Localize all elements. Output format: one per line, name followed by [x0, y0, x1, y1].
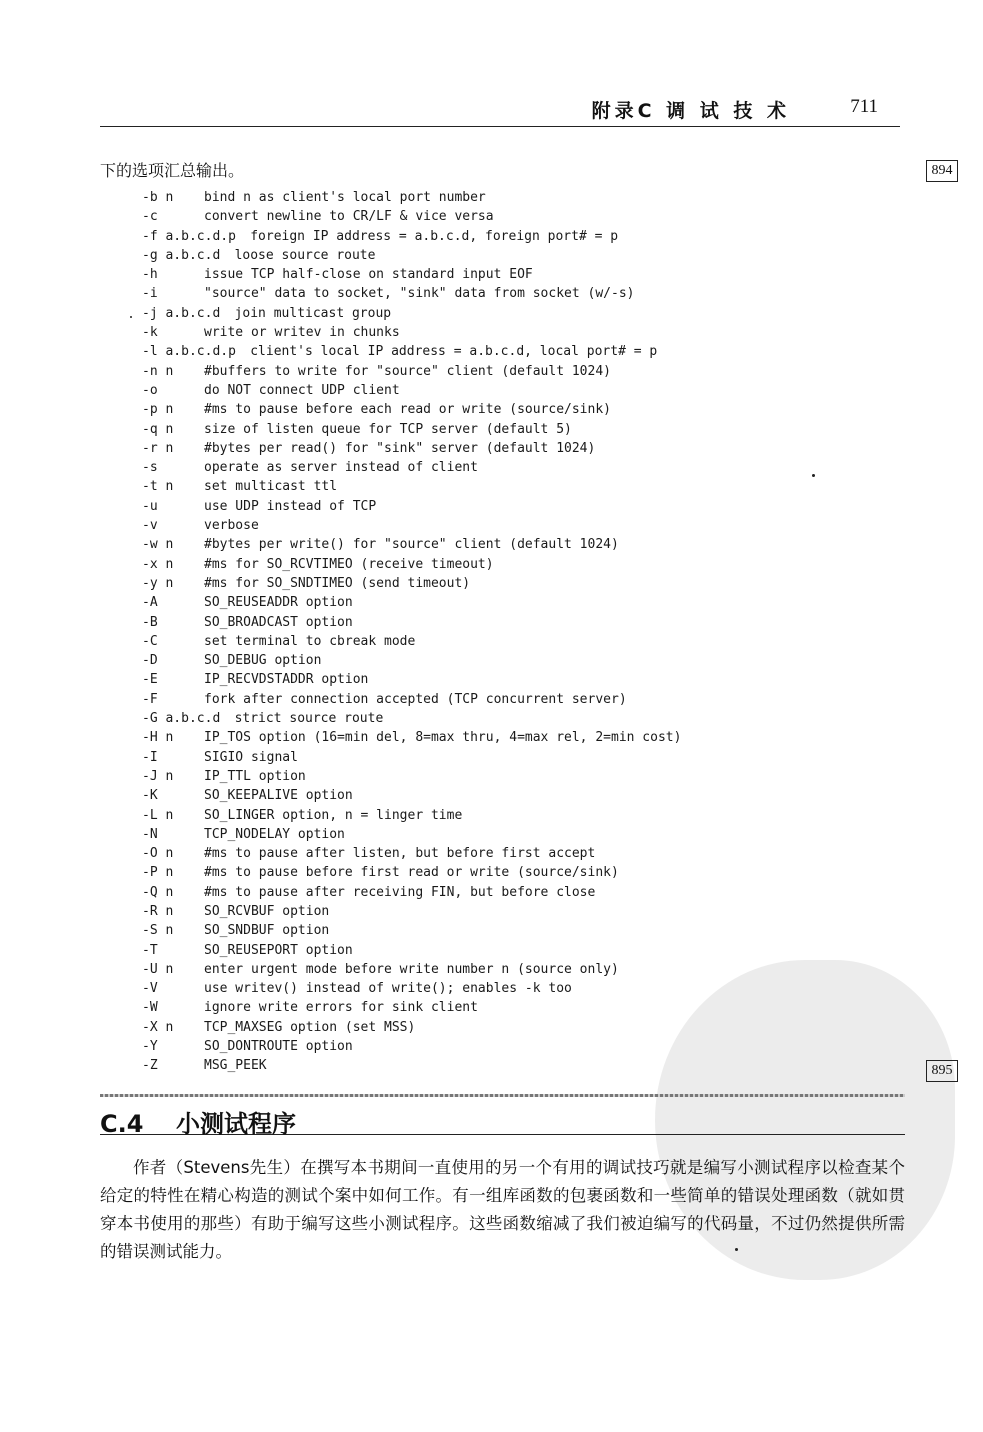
option-flag: -N	[142, 826, 158, 842]
option-description: write or writev in chunks	[204, 325, 400, 341]
option-row	[142, 960, 681, 979]
option-row	[142, 786, 681, 805]
option-row	[142, 1018, 681, 1037]
option-row	[142, 246, 681, 265]
option-row	[142, 748, 681, 767]
option-flag: -I	[142, 749, 158, 765]
option-row	[142, 304, 681, 323]
option-description: SO_DONTROUTE option	[204, 1039, 353, 1055]
option-flag: -v	[142, 518, 158, 534]
option-description: TCP_NODELAY option	[204, 826, 345, 842]
option-flag: -f a.b.c.d.p	[142, 228, 236, 244]
option-flag: -V	[142, 981, 158, 997]
option-flag: -J n	[142, 768, 174, 784]
section-number: C.4	[100, 1110, 144, 1138]
option-description: verbose	[204, 518, 259, 534]
option-description: #ms to pause after listen, but before first accept	[204, 846, 596, 862]
option-flag: -o	[142, 382, 158, 398]
option-description: use UDP instead of TCP	[204, 498, 377, 514]
option-row	[142, 651, 681, 670]
option-description: #ms for SO_SNDTIMEO (send timeout)	[204, 575, 471, 591]
option-row	[142, 690, 681, 709]
option-description: size of listen queue for TCP server (default 5)	[204, 421, 572, 437]
option-flag: -Q n	[142, 884, 174, 900]
margin-page-ref-top: 894	[926, 160, 958, 182]
option-row	[142, 883, 681, 902]
option-row	[142, 979, 681, 998]
option-flag: -l a.b.c.d.p	[142, 344, 236, 360]
option-description: SO_BROADCAST option	[204, 614, 353, 630]
option-description: use writev() instead of write(); enables -k too	[204, 981, 572, 997]
option-description: SO_RCVBUF option	[204, 903, 330, 919]
option-description: IP_TOS option (16=min del, 8=max thru, 4=max rel, 2=min cost)	[204, 730, 682, 746]
option-description: convert newline to CR/LF & vice versa	[204, 209, 494, 225]
option-flag: -W	[142, 1000, 158, 1016]
option-row	[142, 767, 681, 786]
option-flag: -n n	[142, 363, 174, 379]
page-number: 711	[850, 96, 878, 117]
scan-speck	[735, 1248, 738, 1251]
divider	[100, 1094, 905, 1097]
option-row	[142, 381, 681, 400]
chapter-title: 附录C 调 试 技 术	[591, 100, 790, 122]
option-description: "source" data to socket, "sink" data from socket (w/-s)	[204, 286, 635, 302]
option-description: #buffers to write for "source" client (default 1024)	[204, 363, 611, 379]
option-description: IP_TTL option	[204, 768, 306, 784]
section-title: 小测试程序	[176, 1110, 296, 1138]
option-row	[142, 555, 681, 574]
option-description: enter urgent mode before write number n (source only)	[204, 961, 619, 977]
option-row	[142, 188, 681, 207]
option-description: loose source route	[234, 247, 376, 263]
option-description: set terminal to cbreak mode	[204, 633, 416, 649]
option-flag: -q n	[142, 421, 174, 437]
option-row	[142, 535, 681, 554]
option-flag: -U n	[142, 961, 174, 977]
option-description: SO_SNDBUF option	[204, 923, 330, 939]
option-description: foreign IP address = a.b.c.d, foreign port# = p	[250, 228, 619, 244]
option-description: operate as server instead of client	[204, 460, 478, 476]
option-flag: -b n	[142, 190, 174, 205]
option-row	[142, 806, 681, 825]
option-row	[142, 1037, 681, 1056]
option-flag: -R n	[142, 903, 174, 919]
option-flag: -C	[142, 633, 158, 649]
scan-speck	[812, 474, 815, 477]
option-row	[142, 593, 681, 612]
option-flag: -L n	[142, 807, 174, 823]
option-flag: -h	[142, 267, 158, 283]
option-row	[142, 998, 681, 1017]
option-description: TCP_MAXSEG option (set MSS)	[204, 1019, 416, 1035]
option-row	[142, 709, 681, 728]
option-list	[142, 188, 681, 1076]
option-description: MSG_PEEK	[204, 1058, 267, 1074]
option-description: ignore write errors for sink client	[204, 1000, 478, 1016]
option-flag: -i	[142, 286, 158, 302]
option-row	[142, 265, 681, 284]
section-heading	[100, 1104, 905, 1138]
option-flag: -O n	[142, 846, 174, 862]
option-description: SIGIO signal	[204, 749, 298, 765]
option-flag: -s	[142, 460, 158, 476]
option-description: SO_KEEPALIVE option	[204, 788, 353, 804]
option-row	[142, 613, 681, 632]
option-row	[142, 342, 681, 361]
option-description: set multicast ttl	[204, 479, 338, 495]
option-description: #ms to pause before first read or write (source/sink)	[204, 865, 619, 881]
option-row	[142, 921, 681, 940]
option-description: join multicast group	[234, 305, 392, 321]
option-flag: -x n	[142, 556, 174, 572]
option-row	[142, 497, 681, 516]
option-flag: -t n	[142, 479, 174, 495]
option-description: #ms to pause before each read or write (source/sink)	[204, 402, 611, 418]
option-row	[142, 728, 681, 747]
option-row	[142, 863, 681, 882]
option-row	[142, 400, 681, 419]
option-description: client's local IP address = a.b.c.d, local port# = p	[250, 344, 658, 360]
option-row	[142, 516, 681, 535]
option-flag: -F	[142, 691, 158, 707]
option-description: #bytes per write() for "source" client (default 1024)	[204, 537, 619, 553]
option-flag: -c	[142, 209, 158, 225]
option-description: #ms for SO_RCVTIMEO (receive timeout)	[204, 556, 494, 572]
option-row	[142, 632, 681, 651]
option-row	[142, 844, 681, 863]
option-flag: -B	[142, 614, 158, 630]
option-flag: -Y	[142, 1039, 158, 1055]
option-description: fork after connection accepted (TCP concurrent server)	[204, 691, 627, 707]
body-paragraph: 作者（Stevens先生）在撰写本书期间一直使用的另一个有用的调试技巧就是编写小测试程序以检查某个给定的特性在精心构造的测试个案中如何工作。有一组库函数的包裹函数和一些简单的错误处理函数（就如贯穿本书使用的那些）有助于编写这些小测试程序。这些函数缩减了我们被迫编写的代码量，不过仍然提供所需的错误测试能力。	[100, 1158, 905, 1261]
option-flag: -g a.b.c.d	[142, 247, 221, 263]
option-row	[142, 825, 681, 844]
option-description: IP_RECVDSTADDR option	[204, 672, 369, 688]
option-flag: -S n	[142, 923, 174, 939]
option-flag: -P n	[142, 865, 174, 881]
option-description: SO_DEBUG option	[204, 653, 322, 669]
option-flag: -w n	[142, 537, 174, 553]
option-row	[142, 439, 681, 458]
option-row	[142, 941, 681, 960]
option-flag: -A	[142, 595, 158, 611]
option-row	[142, 323, 681, 342]
option-row	[142, 207, 681, 226]
option-row	[142, 458, 681, 477]
option-row	[142, 574, 681, 593]
option-flag: -p n	[142, 402, 174, 418]
option-flag: -T	[142, 942, 158, 958]
option-row	[142, 227, 681, 246]
option-flag: -k	[142, 325, 158, 341]
option-row	[142, 420, 681, 439]
option-description: bind n as client's local port number	[204, 190, 486, 205]
option-description: strict source route	[234, 711, 384, 727]
option-flag: -K	[142, 788, 158, 804]
scan-speck	[130, 316, 132, 318]
option-flag: -u	[142, 498, 158, 514]
running-header	[100, 96, 900, 127]
option-row	[142, 477, 681, 496]
option-description: SO_REUSEPORT option	[204, 942, 353, 958]
option-flag: -H n	[142, 730, 174, 746]
margin-page-ref-bottom: 895	[926, 1060, 958, 1082]
option-row	[142, 362, 681, 381]
option-row	[142, 902, 681, 921]
option-flag: -Z	[142, 1058, 158, 1074]
option-description: SO_REUSEADDR option	[204, 595, 353, 611]
option-description: do NOT connect UDP client	[204, 382, 400, 398]
option-description: issue TCP half-close on standard input EOF	[204, 267, 533, 283]
option-flag: -j a.b.c.d	[142, 305, 221, 321]
option-flag: -r n	[142, 440, 174, 456]
option-flag: -y n	[142, 575, 174, 591]
option-description: SO_LINGER option, n = linger time	[204, 807, 463, 823]
option-flag: -E	[142, 672, 158, 688]
option-flag: -X n	[142, 1019, 174, 1035]
option-row	[142, 1056, 681, 1075]
option-row	[142, 284, 681, 303]
option-flag: -D	[142, 653, 158, 669]
option-row	[142, 670, 681, 689]
option-flag: -G a.b.c.d	[142, 711, 221, 727]
intro-text: 下的选项汇总输出。	[100, 161, 245, 180]
option-description: #bytes per read() for "sink" server (default 1024)	[204, 440, 596, 456]
option-description: #ms to pause after receiving FIN, but before close	[204, 884, 596, 900]
